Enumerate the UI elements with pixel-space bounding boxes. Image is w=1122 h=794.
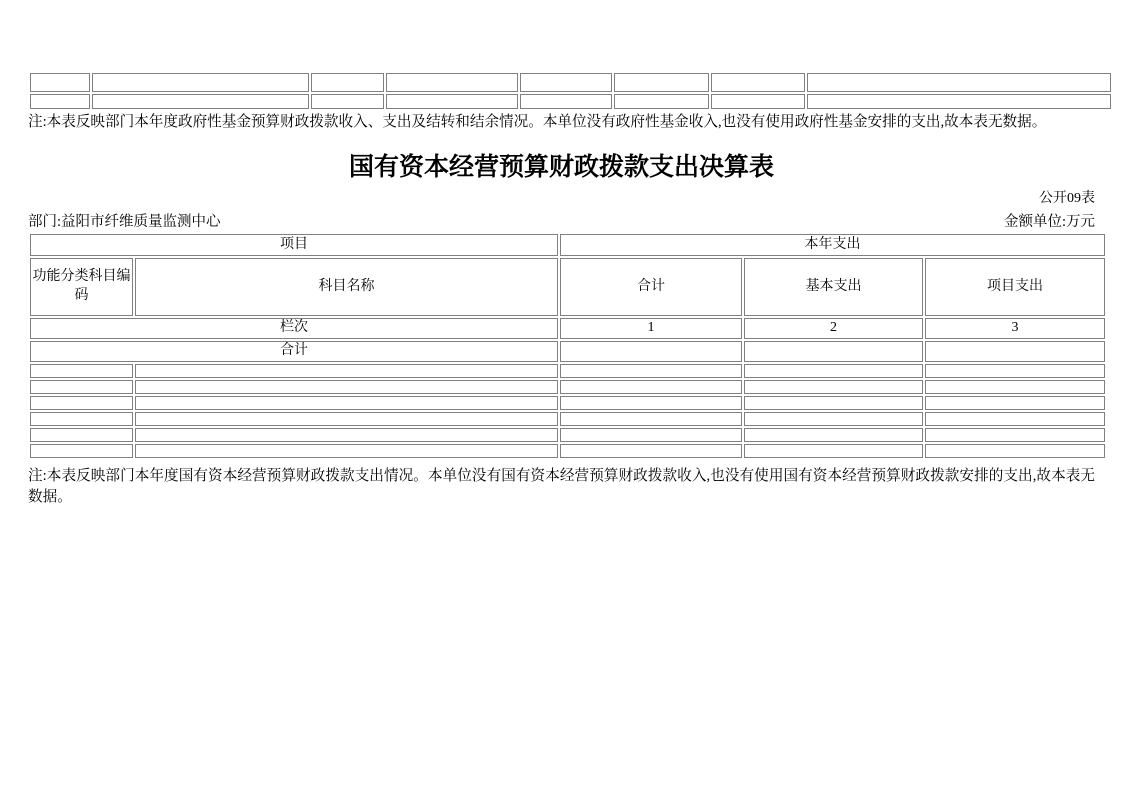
header-current-year-group: 本年支出 (560, 234, 1105, 256)
table-row (30, 428, 1105, 442)
cell (925, 444, 1105, 458)
cell (30, 396, 133, 410)
meta-line (28, 214, 1095, 231)
table-code: 公开09表 (1039, 191, 1095, 206)
column-index-2: 2 (744, 318, 923, 339)
cell (92, 73, 309, 92)
header-project-group: 项目 (30, 234, 558, 256)
cell (614, 73, 709, 92)
cell (711, 94, 805, 109)
cell (135, 444, 558, 458)
cell (925, 380, 1105, 394)
cell (311, 73, 384, 92)
expenditure-table (28, 232, 1107, 460)
header-total: 合计 (560, 258, 742, 316)
cell (560, 396, 742, 410)
cell (386, 94, 518, 109)
cell (30, 94, 90, 109)
table-row (30, 380, 1105, 394)
cell (807, 73, 1111, 92)
gov-fund-note: 注:本表反映部门本年度政府性基金预算财政拨款收入、支出及结转和结余情况。本单位没有政府性基金收入,也没有使用政府性基金安排的支出,故本表无数据。 (28, 114, 1047, 130)
previous-table-fragment (28, 71, 1113, 111)
total-row-project (925, 341, 1105, 362)
unit-line: 金额单位:万元 (1003, 214, 1095, 230)
header-row (30, 258, 1105, 316)
cell (135, 428, 558, 442)
report-title: 国有资本经营预算财政拨款支出决算表 (348, 154, 774, 181)
cell (92, 94, 309, 109)
header-project-expenditure: 项目支出 (925, 258, 1105, 316)
total-row-basic (744, 341, 923, 362)
cell (925, 412, 1105, 426)
cell (135, 412, 558, 426)
total-row-total (560, 341, 742, 362)
cell (807, 94, 1111, 109)
cell (744, 364, 923, 378)
cell (135, 396, 558, 410)
cell (560, 380, 742, 394)
cell (520, 94, 612, 109)
header-group-row (30, 234, 1105, 256)
cell (560, 364, 742, 378)
column-index-row (30, 318, 1105, 339)
table-row (30, 364, 1105, 378)
column-index-label: 栏次 (30, 318, 558, 339)
cell (744, 428, 923, 442)
cell (30, 364, 133, 378)
header-basic-expenditure: 基本支出 (744, 258, 923, 316)
cell (744, 380, 923, 394)
total-row (30, 341, 1105, 362)
cell (30, 428, 133, 442)
cell (560, 444, 742, 458)
header-subject-name: 科目名称 (135, 258, 558, 316)
cell (560, 428, 742, 442)
cell (925, 428, 1105, 442)
department-line: 部门:益阳市纤维质量监测中心 (28, 214, 221, 230)
table-row (30, 412, 1105, 426)
table-row (30, 444, 1105, 458)
cell (135, 380, 558, 394)
column-index-3: 3 (925, 318, 1105, 339)
cell (925, 396, 1105, 410)
cell (311, 94, 384, 109)
cell (711, 73, 805, 92)
cell (560, 412, 742, 426)
header-function-code: 功能分类科目编码 (30, 258, 133, 316)
table-row (30, 94, 1111, 109)
cell (30, 412, 133, 426)
cell (30, 73, 90, 92)
cell (744, 396, 923, 410)
cell (30, 444, 133, 458)
table-note: 注:本表反映部门本年度国有资本经营预算财政拨款支出情况。本单位没有国有资本经营预算财政拨款收入,也没有使用国有资本经营预算财政拨款安排的支出,故本表无数据。 (28, 467, 1095, 505)
cell (744, 444, 923, 458)
cell (520, 73, 612, 92)
cell (135, 364, 558, 378)
cell (386, 73, 518, 92)
cell (30, 380, 133, 394)
cell (925, 364, 1105, 378)
table-row (30, 73, 1111, 92)
table-row (30, 396, 1105, 410)
cell (744, 412, 923, 426)
total-row-label: 合计 (30, 341, 558, 362)
column-index-1: 1 (560, 318, 742, 339)
cell (614, 94, 709, 109)
